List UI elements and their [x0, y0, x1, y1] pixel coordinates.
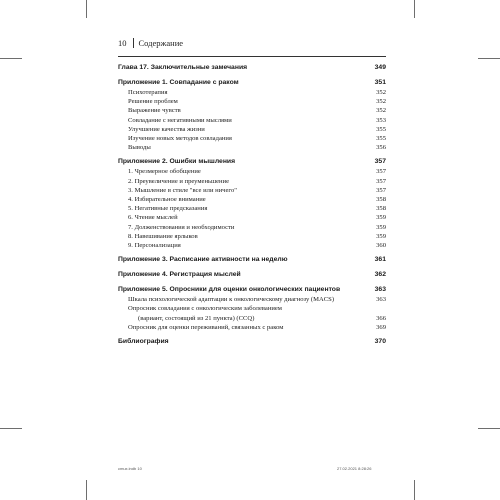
toc-chapter-entry: [118, 337, 386, 347]
entry-page-number: 370: [374, 338, 386, 346]
toc-entry: [118, 304, 386, 313]
toc-entry: [118, 143, 386, 152]
toc-entry: [118, 97, 386, 106]
toc-chapter-entry: [118, 157, 386, 167]
toc-group: [118, 63, 386, 73]
crop-mark: [478, 58, 500, 59]
toc-group: [118, 285, 386, 332]
entry-title: Приложение 2. Ошибки мышления: [118, 158, 236, 166]
entry-title: Приложение 1. Совпадание с раком: [118, 79, 239, 86]
entry-page-number: 360: [376, 242, 386, 250]
entry-title: (вариант, состоящий из 21 пункта) (CCQ): [138, 314, 255, 322]
entry-page-number: 363: [374, 286, 386, 294]
entry-page-number: 355: [376, 135, 386, 143]
page-number: 10: [118, 38, 127, 48]
toc-group: [118, 270, 386, 280]
toc-entry: [118, 186, 386, 195]
toc-group: [118, 255, 386, 265]
entry-page-number: 352: [376, 107, 386, 115]
entry-page-number: 366: [376, 314, 386, 322]
entry-page-number: 357: [376, 177, 386, 185]
entry-page-number: 369: [376, 323, 386, 331]
toc-entry: [118, 213, 386, 222]
toc-group: [118, 78, 386, 152]
entry-page-number: 363: [376, 296, 386, 304]
entry-page-number: 355: [376, 125, 386, 133]
entry-page-number: 361: [374, 256, 386, 264]
entry-title: Шкала психологической адаптации к онкологическому диагнозу (MACS): [128, 296, 335, 304]
toc-group: [118, 157, 386, 250]
toc-entry: [118, 223, 386, 232]
toc-entry: [118, 167, 386, 176]
entry-page-number: 358: [376, 205, 386, 213]
entry-page-number: 357: [374, 158, 386, 166]
running-head: [118, 38, 183, 48]
entry-title: 8. Навешивание ярлыков: [128, 232, 198, 240]
entry-title: Библиография: [118, 338, 169, 346]
entry-title: 3. Мышление в стиле "все или ничего": [128, 186, 237, 194]
crop-mark: [86, 480, 87, 500]
toc-entry: [118, 125, 386, 134]
entry-page-number: 359: [376, 223, 386, 231]
toc-entry: [118, 177, 386, 186]
entry-page-number: 351: [374, 79, 386, 86]
entry-page-number: 353: [376, 116, 386, 124]
entry-page-number: 352: [376, 89, 386, 96]
entry-page-number: 359: [376, 214, 386, 222]
entry-page-number: 352: [376, 98, 386, 106]
table-of-contents: [118, 63, 386, 352]
toc-chapter-entry: [118, 78, 386, 88]
entry-title: Глава 17. Заключительные замечания: [118, 64, 248, 71]
crop-mark: [414, 480, 415, 500]
entry-title: Выводы: [128, 144, 151, 152]
entry-page-number: 359: [376, 232, 386, 240]
toc-chapter-entry: [118, 255, 386, 265]
crop-mark: [86, 0, 87, 18]
entry-title: Опросник совладания с онкологическим заболеванием: [128, 305, 282, 313]
entry-title: 4. Избирательное внимание: [128, 196, 206, 204]
toc-chapter-entry: [118, 285, 386, 295]
entry-page-number: 362: [374, 271, 386, 279]
entry-title: Приложение 4. Регистрация мыслей: [118, 271, 241, 279]
entry-title: 6. Чтение мыслей: [128, 214, 178, 222]
toc-entry: [118, 88, 386, 97]
header-rule: [118, 56, 386, 57]
entry-page-number: 358: [376, 196, 386, 204]
toc-chapter-entry: [118, 63, 386, 73]
entry-title: 9. Персонализация: [128, 242, 181, 250]
header-divider: [133, 38, 134, 48]
entry-title: Совладание с негативными мыслями: [128, 116, 232, 124]
entry-title: Выражение чувств: [128, 107, 181, 115]
toc-entry: [118, 116, 386, 125]
crop-mark: [414, 0, 415, 18]
entry-page-number: 357: [376, 186, 386, 194]
toc-entry: [118, 314, 386, 323]
crop-mark: [0, 58, 22, 59]
toc-entry: [118, 232, 386, 241]
entry-title: Психотерапия: [128, 89, 168, 96]
entry-title: 7. Долженствования и необходимости: [128, 223, 235, 231]
toc-entry: [118, 295, 386, 304]
crop-mark: [478, 428, 500, 429]
crop-mark: [0, 428, 22, 429]
entry-title: Решение проблем: [128, 98, 178, 106]
entry-title: Приложение 3. Расписание активности на неделю: [118, 256, 288, 264]
entry-title: 1. Чрезмерное обобщение: [128, 168, 201, 176]
entry-title: Изучение новых методов совладания: [128, 135, 232, 143]
entry-title: Улучшение качества жизни: [128, 125, 205, 133]
toc-entry: [118, 106, 386, 115]
entry-title: 5. Негативные предсказания: [128, 205, 208, 213]
toc-group: [118, 337, 386, 347]
entry-title: Приложение 5. Опросники для оценки онкологических пациентов: [118, 286, 341, 294]
entry-page-number: 349: [374, 64, 386, 71]
toc-entry: [118, 204, 386, 213]
toc-chapter-entry: [118, 270, 386, 280]
entry-title: 2. Преувеличение и преуменьшение: [128, 177, 230, 185]
toc-entry: [118, 134, 386, 143]
entry-page-number: 357: [376, 168, 386, 176]
section-title: Содержание: [138, 38, 184, 48]
entry-title: Опросник для оценки переживаний, связанных с раком: [128, 323, 284, 331]
print-timestamp: 27.02.2021 8:28:26: [337, 466, 372, 471]
toc-entry: [118, 323, 386, 332]
toc-entry: [118, 195, 386, 204]
entry-page-number: 356: [376, 144, 386, 152]
file-slug: cmux.indb 10: [118, 466, 142, 471]
toc-entry: [118, 241, 386, 250]
